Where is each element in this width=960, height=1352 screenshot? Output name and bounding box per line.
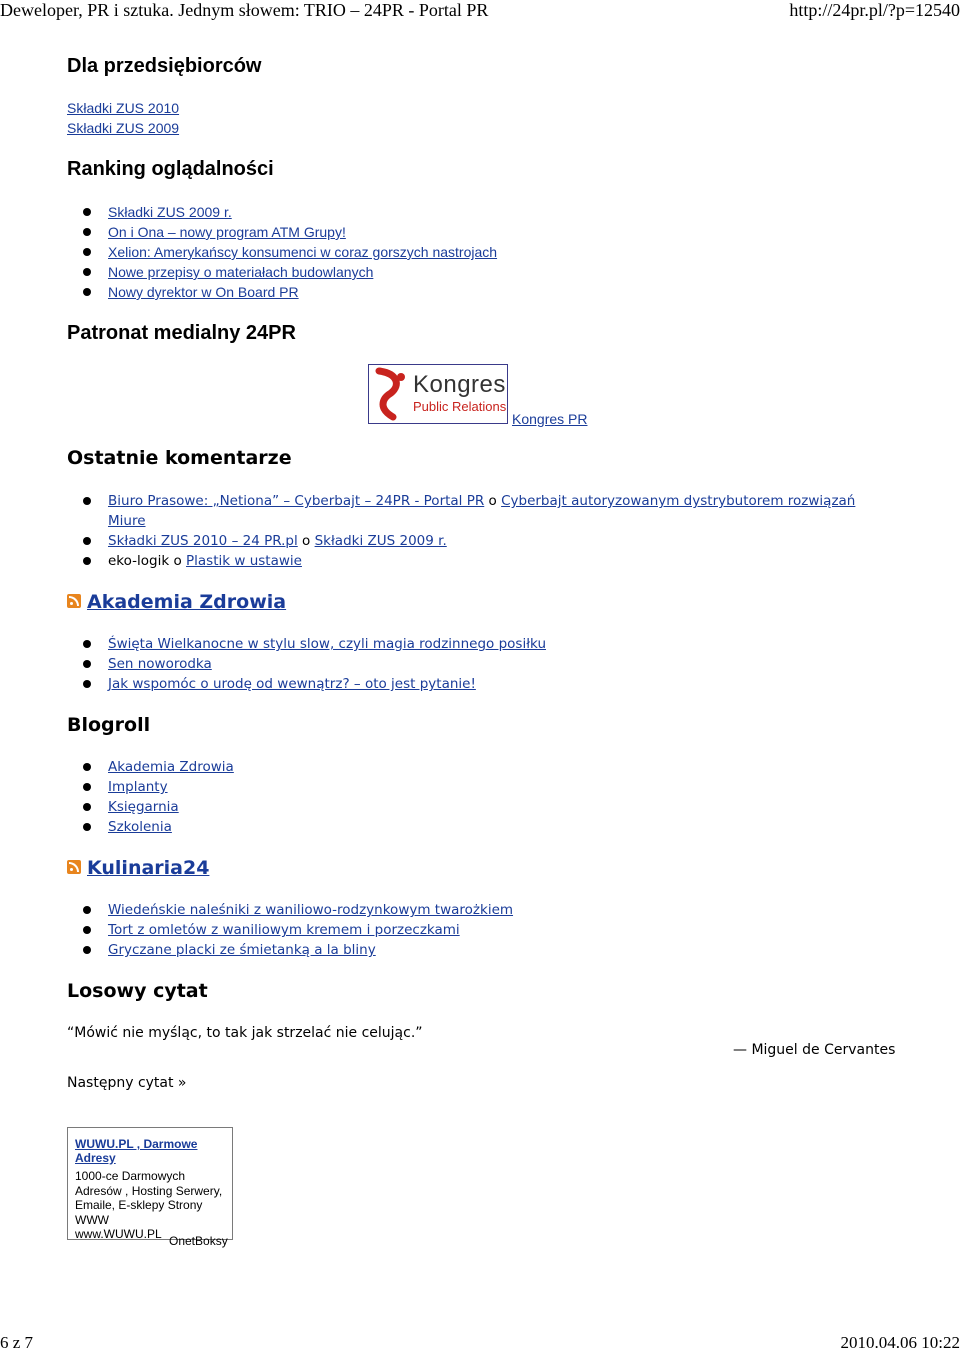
kulinaria-heading: [87, 857, 209, 879]
list-item: [83, 282, 497, 302]
list-item: [83, 920, 513, 940]
kongres-logo-text: Kongres: [413, 371, 506, 398]
kulinaria-link[interactable]: Tort z omletów z waniliowym kremem i porzeczkami: [108, 922, 460, 938]
list-item: [83, 491, 898, 531]
ranking-link[interactable]: Składki ZUS 2009 r.: [108, 204, 232, 220]
komentarze-heading: Ostatnie komentarze: [67, 447, 292, 469]
akademia-heading: [87, 591, 286, 613]
random-quote-author: — Miguel de Cervantes: [733, 1042, 896, 1058]
akademia-link[interactable]: Święta Wielkanocne w stylu slow, czyli magia rodzinnego posiłku: [108, 636, 547, 652]
kulinaria-list: [83, 900, 513, 960]
link-skladki-zus-2009[interactable]: Składki ZUS 2009: [67, 120, 180, 136]
list-item: [83, 674, 546, 694]
kulinaria-heading-link[interactable]: Kulinaria24: [87, 857, 210, 879]
list-item: [83, 654, 546, 674]
onet-boksy-label[interactable]: OnetBoksy: [169, 1234, 228, 1248]
onet-divider: [67, 1239, 165, 1240]
kulinaria-link[interactable]: Gryczane placki ze śmietanką a la bliny: [108, 942, 376, 958]
blogroll-link[interactable]: Implanty: [108, 779, 168, 795]
kongres-logo-subtext: Public Relations: [413, 399, 507, 414]
ranking-link[interactable]: Nowy dyrektor w On Board PR: [108, 284, 299, 300]
kongres-pr-logo[interactable]: [368, 364, 508, 424]
onet-ad-url[interactable]: www.WUWU.PL: [75, 1227, 162, 1240]
print-header-url: http://24pr.pl/?p=12540: [789, 0, 960, 20]
dla-przedsiebiorcow-heading: Dla przedsiębiorców: [67, 55, 262, 77]
print-footer-datetime: 2010.04.06 10:22: [840, 1333, 960, 1352]
blogroll-link[interactable]: Księgarnia: [108, 799, 179, 815]
list-item: [83, 202, 497, 222]
ranking-link[interactable]: Xelion: Amerykańscy konsumenci w coraz gorszych nastrojach: [108, 244, 498, 260]
list-item: [83, 222, 497, 242]
komentarze-list: [83, 491, 898, 571]
kongres-logo-mark-icon: [371, 367, 409, 421]
comment-author-link[interactable]: Składki ZUS 2010 – 24 PR.pl: [108, 533, 298, 549]
comment-sep: o: [169, 553, 187, 569]
ranking-link[interactable]: On i Ona – nowy program ATM Grupy!: [108, 224, 346, 240]
random-quote-text: “Mówić nie myśląc, to tak jak strzelać nie celując.”: [67, 1025, 423, 1041]
comment-post-link[interactable]: Cyberbajt autoryzowanym dystrybutorem rozwiązań: [501, 493, 856, 509]
blogroll-heading: Blogroll: [67, 714, 151, 736]
list-item: [83, 777, 234, 797]
dla-przedsiebiorcow-links: [67, 98, 179, 138]
rss-feed-icon[interactable]: [67, 860, 81, 874]
list-item: [83, 634, 546, 654]
link-skladki-zus-2010[interactable]: Składki ZUS 2010: [67, 100, 180, 116]
print-footer-page: 6 z 7: [0, 1333, 34, 1352]
comment-post-link[interactable]: Plastik w ustawie: [186, 553, 302, 569]
list-item: [83, 242, 497, 262]
akademia-heading-link[interactable]: Akademia Zdrowia: [87, 591, 287, 613]
comment-sep: o: [484, 493, 502, 509]
blogroll-link[interactable]: Szkolenia: [108, 819, 172, 835]
akademia-list: [83, 634, 546, 694]
next-quote-link[interactable]: Następny cytat »: [67, 1075, 187, 1091]
losowy-cytat-heading: Losowy cytat: [67, 980, 208, 1002]
ranking-list: [83, 202, 497, 302]
print-header-title: Deweloper, PR i sztuka. Jednym słowem: TRIO – 24PR - Portal PR: [0, 0, 489, 20]
list-item: [83, 757, 234, 777]
list-item: [83, 900, 513, 920]
list-item: [83, 531, 898, 551]
comment-post-link[interactable]: Składki ZUS 2009 r.: [314, 533, 447, 549]
akademia-link[interactable]: Jak wspomóc o urodę od wewnątrz? – oto jest pytanie!: [108, 676, 476, 692]
list-item: [83, 940, 513, 960]
onet-ad-box[interactable]: [67, 1127, 233, 1240]
ranking-link[interactable]: Nowe przepisy o materiałach budowlanych: [108, 264, 374, 280]
list-item: [83, 551, 898, 571]
list-item: [83, 262, 497, 282]
onet-ad-title[interactable]: WUWU.PL , Darmowe Adresy: [75, 1137, 198, 1165]
list-item: [83, 797, 234, 817]
kulinaria-link[interactable]: Wiedeńskie naleśniki z waniliowo-rodzynkowym twarożkiem: [108, 902, 514, 918]
comment-author: eko-logik: [108, 553, 170, 569]
patronat-heading: Patronat medialny 24PR: [67, 322, 296, 344]
list-item: [83, 817, 234, 837]
blogroll-list: [83, 757, 234, 837]
rss-feed-icon[interactable]: [67, 594, 81, 608]
comment-author-link[interactable]: Biuro Prasowe: „Netiona” – Cyberbajt – 24PR - Portal PR: [108, 493, 485, 509]
comment-post-link-cont[interactable]: Miure: [108, 513, 146, 529]
onet-ad-description: 1000-ce Darmowych Adresów , Hosting Serwery, Emaile, E-sklepy Strony WWW: [75, 1169, 223, 1227]
kongres-pr-link[interactable]: Kongres PR: [512, 411, 588, 427]
blogroll-link[interactable]: Akademia Zdrowia: [108, 759, 234, 775]
comment-sep: o: [297, 533, 315, 549]
akademia-link[interactable]: Sen noworodka: [108, 656, 212, 672]
ranking-heading: Ranking oglądalności: [67, 158, 274, 180]
